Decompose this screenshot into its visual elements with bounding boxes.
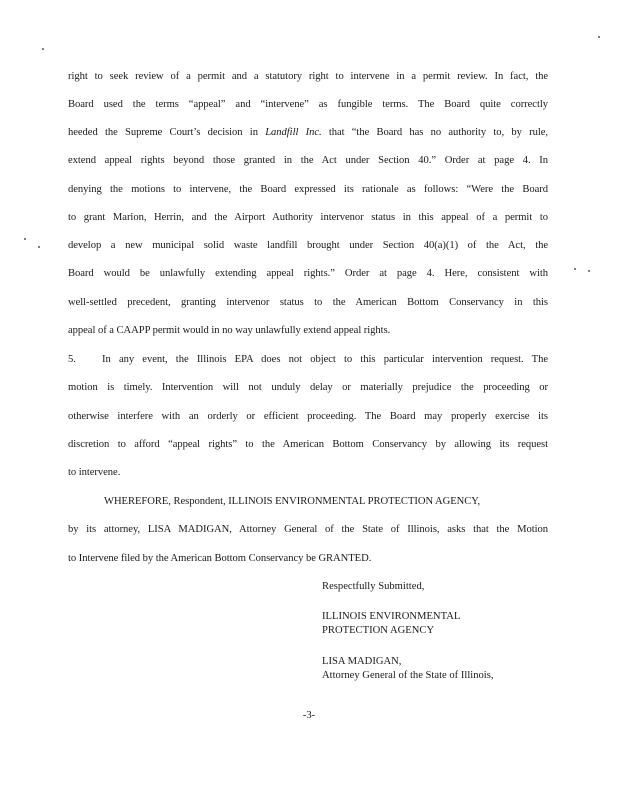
scan-speck (24, 238, 26, 240)
paragraph-line: otherwise interfere with an orderly or efficient proceeding. The Board may properly exercise its (68, 411, 548, 422)
scan-speck (598, 36, 600, 38)
paragraph-line: appeal of a CAAPP permit would in no way unlawfully extend appeal rights. (68, 325, 391, 336)
paragraph-line (68, 353, 548, 367)
paragraph-line: heeded the Supreme Court’s decision in Landfill Inc. that “the Board has no authority to, by rule, (68, 127, 548, 138)
signature-agency-line: PROTECTION AGENCY (322, 625, 435, 636)
paragraph-line: right to seek review of a permit and a statutory right to intervene in a permit review. In fact, the (68, 71, 548, 82)
paragraph-line: extend appeal rights beyond those granted in the Act under Section 40.” Order at page 4. In (68, 155, 548, 166)
case-name: Landfill Inc. (265, 127, 322, 138)
paragraph-line: well-settled precedent, granting intervenor status to the American Bottom Conservancy in this (68, 297, 548, 308)
scan-speck (38, 246, 40, 248)
scan-speck (588, 270, 590, 272)
paragraph-line: Board would be unlawfully extending appeal rights.” Order at page 4. Here, consistent with (68, 268, 548, 279)
paragraph-line: motion is timely. Intervention will not unduly delay or materially prejudice the proceeding or (68, 382, 548, 393)
wherefore-line: by its attorney, LISA MADIGAN, Attorney General of the State of Illinois, asks that the Motion (68, 524, 548, 535)
paragraph-line: denying the motions to intervene, the Board expressed its rationale as follows: “Were the Board (68, 184, 548, 195)
paragraph-number: 5. (68, 354, 76, 365)
paragraph-line: Board used the terms “appeal” and “intervene” as fungible terms. The Board quite correctly (68, 99, 548, 110)
wherefore-line: to Intervene filed by the American Bottom Conservancy be GRANTED. (68, 553, 372, 564)
paragraph-line: discretion to afford “appeal rights” to the American Bottom Conservancy by allowing its request (68, 439, 548, 450)
wherefore-line: WHEREFORE, Respondent, ILLINOIS ENVIRONMENTAL PROTECTION AGENCY, (104, 496, 481, 507)
paragraph-line: develop a new municipal solid waste landfill brought under Section 40(a)(1) of the Act, the (68, 240, 548, 251)
paragraph-line: to intervene. (68, 467, 121, 478)
paragraph-text: In any event, the Illinois EPA does not object to this particular intervention request. The (102, 354, 548, 365)
paragraph-line: to grant Marion, Herrin, and the Airport Authority intervenor status in this appeal of a permit to (68, 212, 548, 223)
page-number: -3- (302, 710, 316, 721)
signature-closing: Respectfully Submitted, (322, 581, 425, 592)
scan-speck (574, 268, 576, 270)
signature-attorney-name: LISA MADIGAN, (322, 656, 402, 667)
signature-attorney-title: Attorney General of the State of Illinois, (322, 670, 494, 681)
scan-speck (42, 48, 44, 50)
signature-agency-line: ILLINOIS ENVIRONMENTAL (322, 611, 461, 622)
